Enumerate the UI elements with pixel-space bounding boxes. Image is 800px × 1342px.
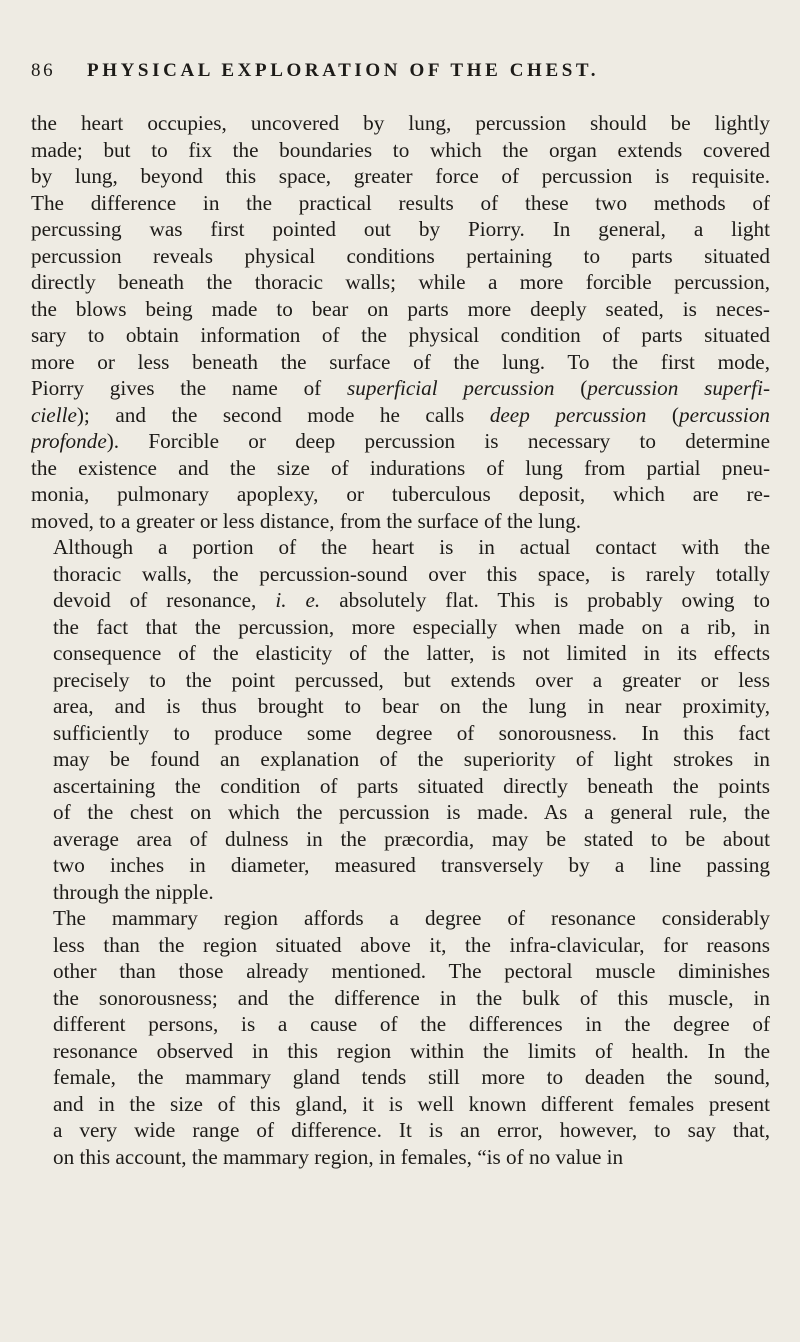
text-line: other than those already mentioned. The pectoral muscle diminishes: [53, 959, 770, 983]
italic-term: i. e.: [275, 588, 321, 612]
text-line: area, and is thus brought to bear on the lung in near proximity,: [53, 694, 770, 718]
text-line: may be found an explanation of the superiority of light strokes in: [53, 747, 770, 771]
paragraph: [31, 534, 770, 905]
text-line: through the nipple.: [53, 879, 214, 904]
body-text: [31, 110, 770, 1170]
running-head: [31, 58, 770, 84]
text-line: the heart occupies, uncovered by lung, percussion should be lightly: [31, 111, 770, 135]
text-line: thoracic walls, the percussion-sound over this space, is rarely totally: [53, 561, 770, 586]
page-number: 86: [31, 60, 56, 81]
text-line: sufficiently to produce some degree of sonorousness. In this fact: [53, 720, 770, 745]
running-title: PHYSICAL EXPLORATION OF THE CHEST.: [87, 60, 600, 81]
text-line: less than the region situated above it, the infra-clavicular, for reasons: [53, 932, 770, 957]
text-line: The difference in the practical results of these two methods of: [31, 190, 770, 215]
italic-term: deep percussion: [489, 402, 647, 427]
text-line: two inches in diameter, measured transversely by a line passing: [53, 853, 770, 877]
text-line: by lung, beyond this space, greater force of percussion is requisite.: [31, 164, 770, 188]
text-line: cielle); and the second mode he calls deep percussion (percussion: [31, 402, 770, 427]
text-line: Piorry gives the name of superficial percussion (percussion superfi-: [31, 376, 770, 400]
text-line: ascertaining the condition of parts situated directly beneath the points: [53, 773, 770, 798]
text-line: a very wide range of difference. It is an error, however, to say that,: [53, 1118, 770, 1142]
text-line: on this account, the mammary region, in females, “is of no value in: [53, 1144, 624, 1169]
italic-term: profonde: [31, 429, 107, 453]
text-line: precisely to the point percussed, but extends over a greater or less: [53, 667, 770, 692]
text-line: sary to obtain information of the physical condition of parts situated: [31, 323, 770, 347]
text-line: resonance observed in this region within the limits of health. In the: [53, 1038, 770, 1063]
text-line: The mammary region affords a degree of resonance considerably: [53, 906, 770, 930]
text-line: Although a portion of the heart is in actual contact with the: [53, 535, 770, 559]
text-line: consequence of the elasticity of the latter, is not limited in its effects: [53, 641, 770, 665]
paragraph: [31, 905, 770, 1170]
italic-term: superficial percussion: [347, 376, 555, 400]
italic-term: percussion superfi-: [587, 376, 770, 400]
paragraph: [31, 110, 770, 534]
text-line: directly beneath the thoracic walls; while a more forcible percussion,: [31, 270, 770, 294]
text-line: monia, pulmonary apoplexy, or tuberculous deposit, which are re-: [31, 482, 770, 506]
italic-term: percussion: [678, 402, 770, 427]
text-line: of the chest on which the percussion is made. As a general rule, the: [53, 800, 770, 824]
text-line: percussion reveals physical conditions pertaining to parts situated: [31, 243, 770, 268]
text-line: different persons, is a cause of the differences in the degree of: [53, 1012, 770, 1036]
text-line: the fact that the percussion, more especially when made on a rib, in: [53, 614, 770, 639]
text-line: moved, to a greater or less distance, from the surface of the lung.: [31, 508, 582, 533]
text-line: average area of dulness in the præcordia, may be stated to be about: [53, 826, 770, 851]
text-line: made; but to fix the boundaries to which the organ extends covered: [31, 137, 770, 162]
text-line: female, the mammary gland tends still more to deaden the sound,: [53, 1065, 770, 1089]
text-line: and in the size of this gland, it is well known different females present: [53, 1091, 770, 1116]
text-line: profonde). Forcible or deep percussion is necessary to determine: [31, 429, 770, 453]
text-line: more or less beneath the surface of the lung. To the first mode,: [31, 349, 770, 374]
text-line: devoid of resonance, i. e. absolutely flat. This is probably owing to: [53, 588, 770, 612]
text-line: percussing was first pointed out by Piorry. In general, a light: [31, 217, 770, 241]
italic-term: cielle: [31, 402, 77, 427]
text-line: the sonorousness; and the difference in the bulk of this muscle, in: [53, 985, 770, 1010]
text-line: the existence and the size of indurations of lung from partial pneu-: [31, 455, 770, 480]
text-line: the blows being made to bear on parts more deeply seated, is neces-: [31, 296, 770, 321]
